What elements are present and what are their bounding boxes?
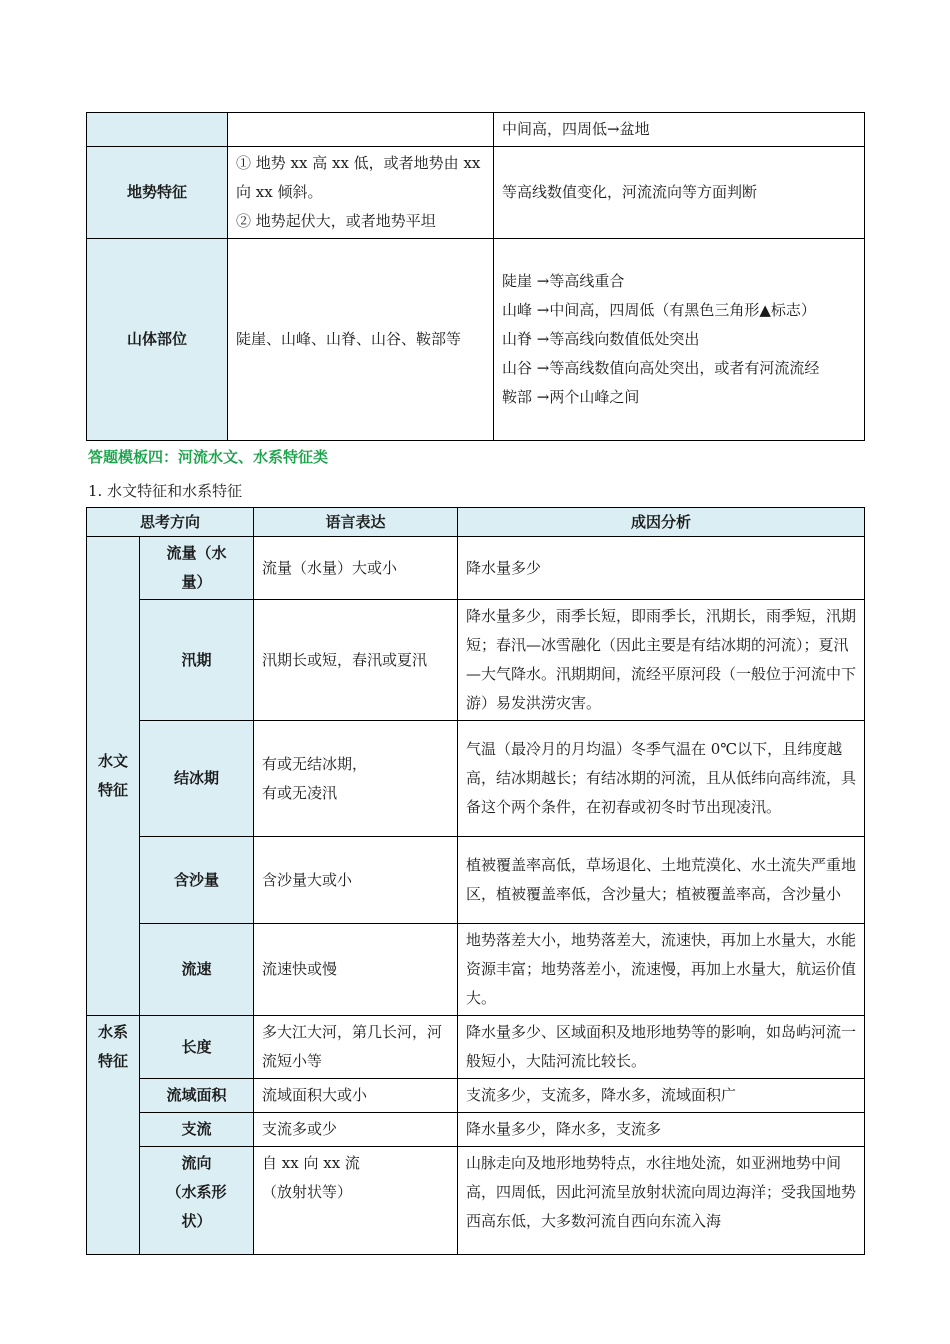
table-row	[87, 239, 865, 441]
item-header: 含沙量	[140, 837, 254, 924]
analysis-cell: 地势落差大小，地势落差大，流速快，再加上水量大，水能资源丰富；地势落差小，流速慢，再加上水量大，航运价值大。	[458, 924, 865, 1016]
analysis-cell: 支流多少，支流多，降水多，流域面积广	[458, 1079, 865, 1113]
expression-cell: 流域面积大或小	[254, 1079, 458, 1113]
sub-title: 1. 水文特征和水系特征	[88, 482, 243, 500]
item-header: 结冰期	[140, 721, 254, 837]
row-header: 山体部位	[87, 239, 228, 441]
terrain-table	[86, 112, 865, 441]
row-header	[87, 113, 228, 147]
item-header: 流量（水 量）	[140, 537, 254, 600]
analysis-cell: 植被覆盖率高低，草场退化、土地荒漠化、水土流失严重地区，植被覆盖率低，含沙量大；植被覆盖率高，含沙量小	[458, 837, 865, 924]
table-header-row	[87, 508, 865, 537]
table-row	[87, 1113, 865, 1147]
expression-cell: 多大江大河，第几长河，河流短小等	[254, 1016, 458, 1079]
item-header: 长度	[140, 1016, 254, 1079]
analysis-cell: 中间高，四周低→盆地	[494, 113, 865, 147]
expression-cell: 支流多或少	[254, 1113, 458, 1147]
group-header: 水文 特征	[87, 537, 140, 1016]
expression-cell: 流速快或慢	[254, 924, 458, 1016]
column-header: 语言表达	[254, 508, 458, 537]
table-row	[87, 837, 865, 924]
item-header: 流向 （水系形 状）	[140, 1147, 254, 1255]
table-row	[87, 1147, 865, 1255]
table-row	[87, 147, 865, 239]
section-title: 答题模板四：河流水文、水系特征类	[88, 448, 329, 466]
table-row	[87, 600, 865, 721]
column-header: 思考方向	[87, 508, 254, 537]
expression-cell: 自 xx 向 xx 流 （放射状等）	[254, 1147, 458, 1255]
analysis-cell: 气温（最冷月的月均温）冬季气温在 0℃以下，且纬度越高，结冰期越长；有结冰期的河流，且从低纬向高纬流，具备这个两个条件，在初春或初冬时节出现凌汛。	[458, 721, 865, 837]
analysis-cell: 降水量多少	[458, 537, 865, 600]
table-row	[87, 113, 865, 147]
expression-cell: ① 地势 xx 高 xx 低，或者地势由 xx 向 xx 倾斜。 ② 地势起伏大，或者地势平坦	[228, 147, 494, 239]
table-row	[87, 1079, 865, 1113]
analysis-cell: 山脉走向及地形地势特点，水往地处流，如亚洲地势中间高，四周低，因此河流呈放射状流向周边海洋；受我国地势西高东低，大多数河流自西向东流入海	[458, 1147, 865, 1255]
analysis-cell: 降水量多少，雨季长短，即雨季长，汛期长，雨季短，汛期短；春汛—冰雪融化（因此主要是有结冰期的河流）；夏汛—大气降水。汛期期间，流经平原河段（一般位于河流中下游）易发洪涝灾害。	[458, 600, 865, 721]
item-header: 流速	[140, 924, 254, 1016]
table-row	[87, 1016, 865, 1079]
analysis-cell: 陡崖 →等高线重合 山峰 →中间高，四周低（有黑色三角形▲标志） 山脊 →等高线向数值低处突出 山谷 →等高线数值向高处突出，或者有河流流经 鞍部 →两个山峰之间	[494, 239, 865, 441]
expression-cell: 有或无结冰期， 有或无凌汛	[254, 721, 458, 837]
expression-cell: 汛期长或短，春汛或夏汛	[254, 600, 458, 721]
expression-cell: 陡崖、山峰、山脊、山谷、鞍部等	[228, 239, 494, 441]
expression-cell: 含沙量大或小	[254, 837, 458, 924]
table-row	[87, 924, 865, 1016]
expression-cell: 流量（水量）大或小	[254, 537, 458, 600]
hydrology-table	[86, 507, 865, 1255]
table-row	[87, 721, 865, 837]
analysis-cell: 等高线数值变化，河流流向等方面判断	[494, 147, 865, 239]
group-header: 水系 特征	[87, 1016, 140, 1255]
item-header: 汛期	[140, 600, 254, 721]
expression-cell	[228, 113, 494, 147]
column-header: 成因分析	[458, 508, 865, 537]
item-header: 支流	[140, 1113, 254, 1147]
item-header: 流域面积	[140, 1079, 254, 1113]
analysis-cell: 降水量多少、区域面积及地形地势等的影响，如岛屿河流一般短小，大陆河流比较长。	[458, 1016, 865, 1079]
analysis-cell: 降水量多少，降水多，支流多	[458, 1113, 865, 1147]
table-row	[87, 537, 865, 600]
row-header: 地势特征	[87, 147, 228, 239]
